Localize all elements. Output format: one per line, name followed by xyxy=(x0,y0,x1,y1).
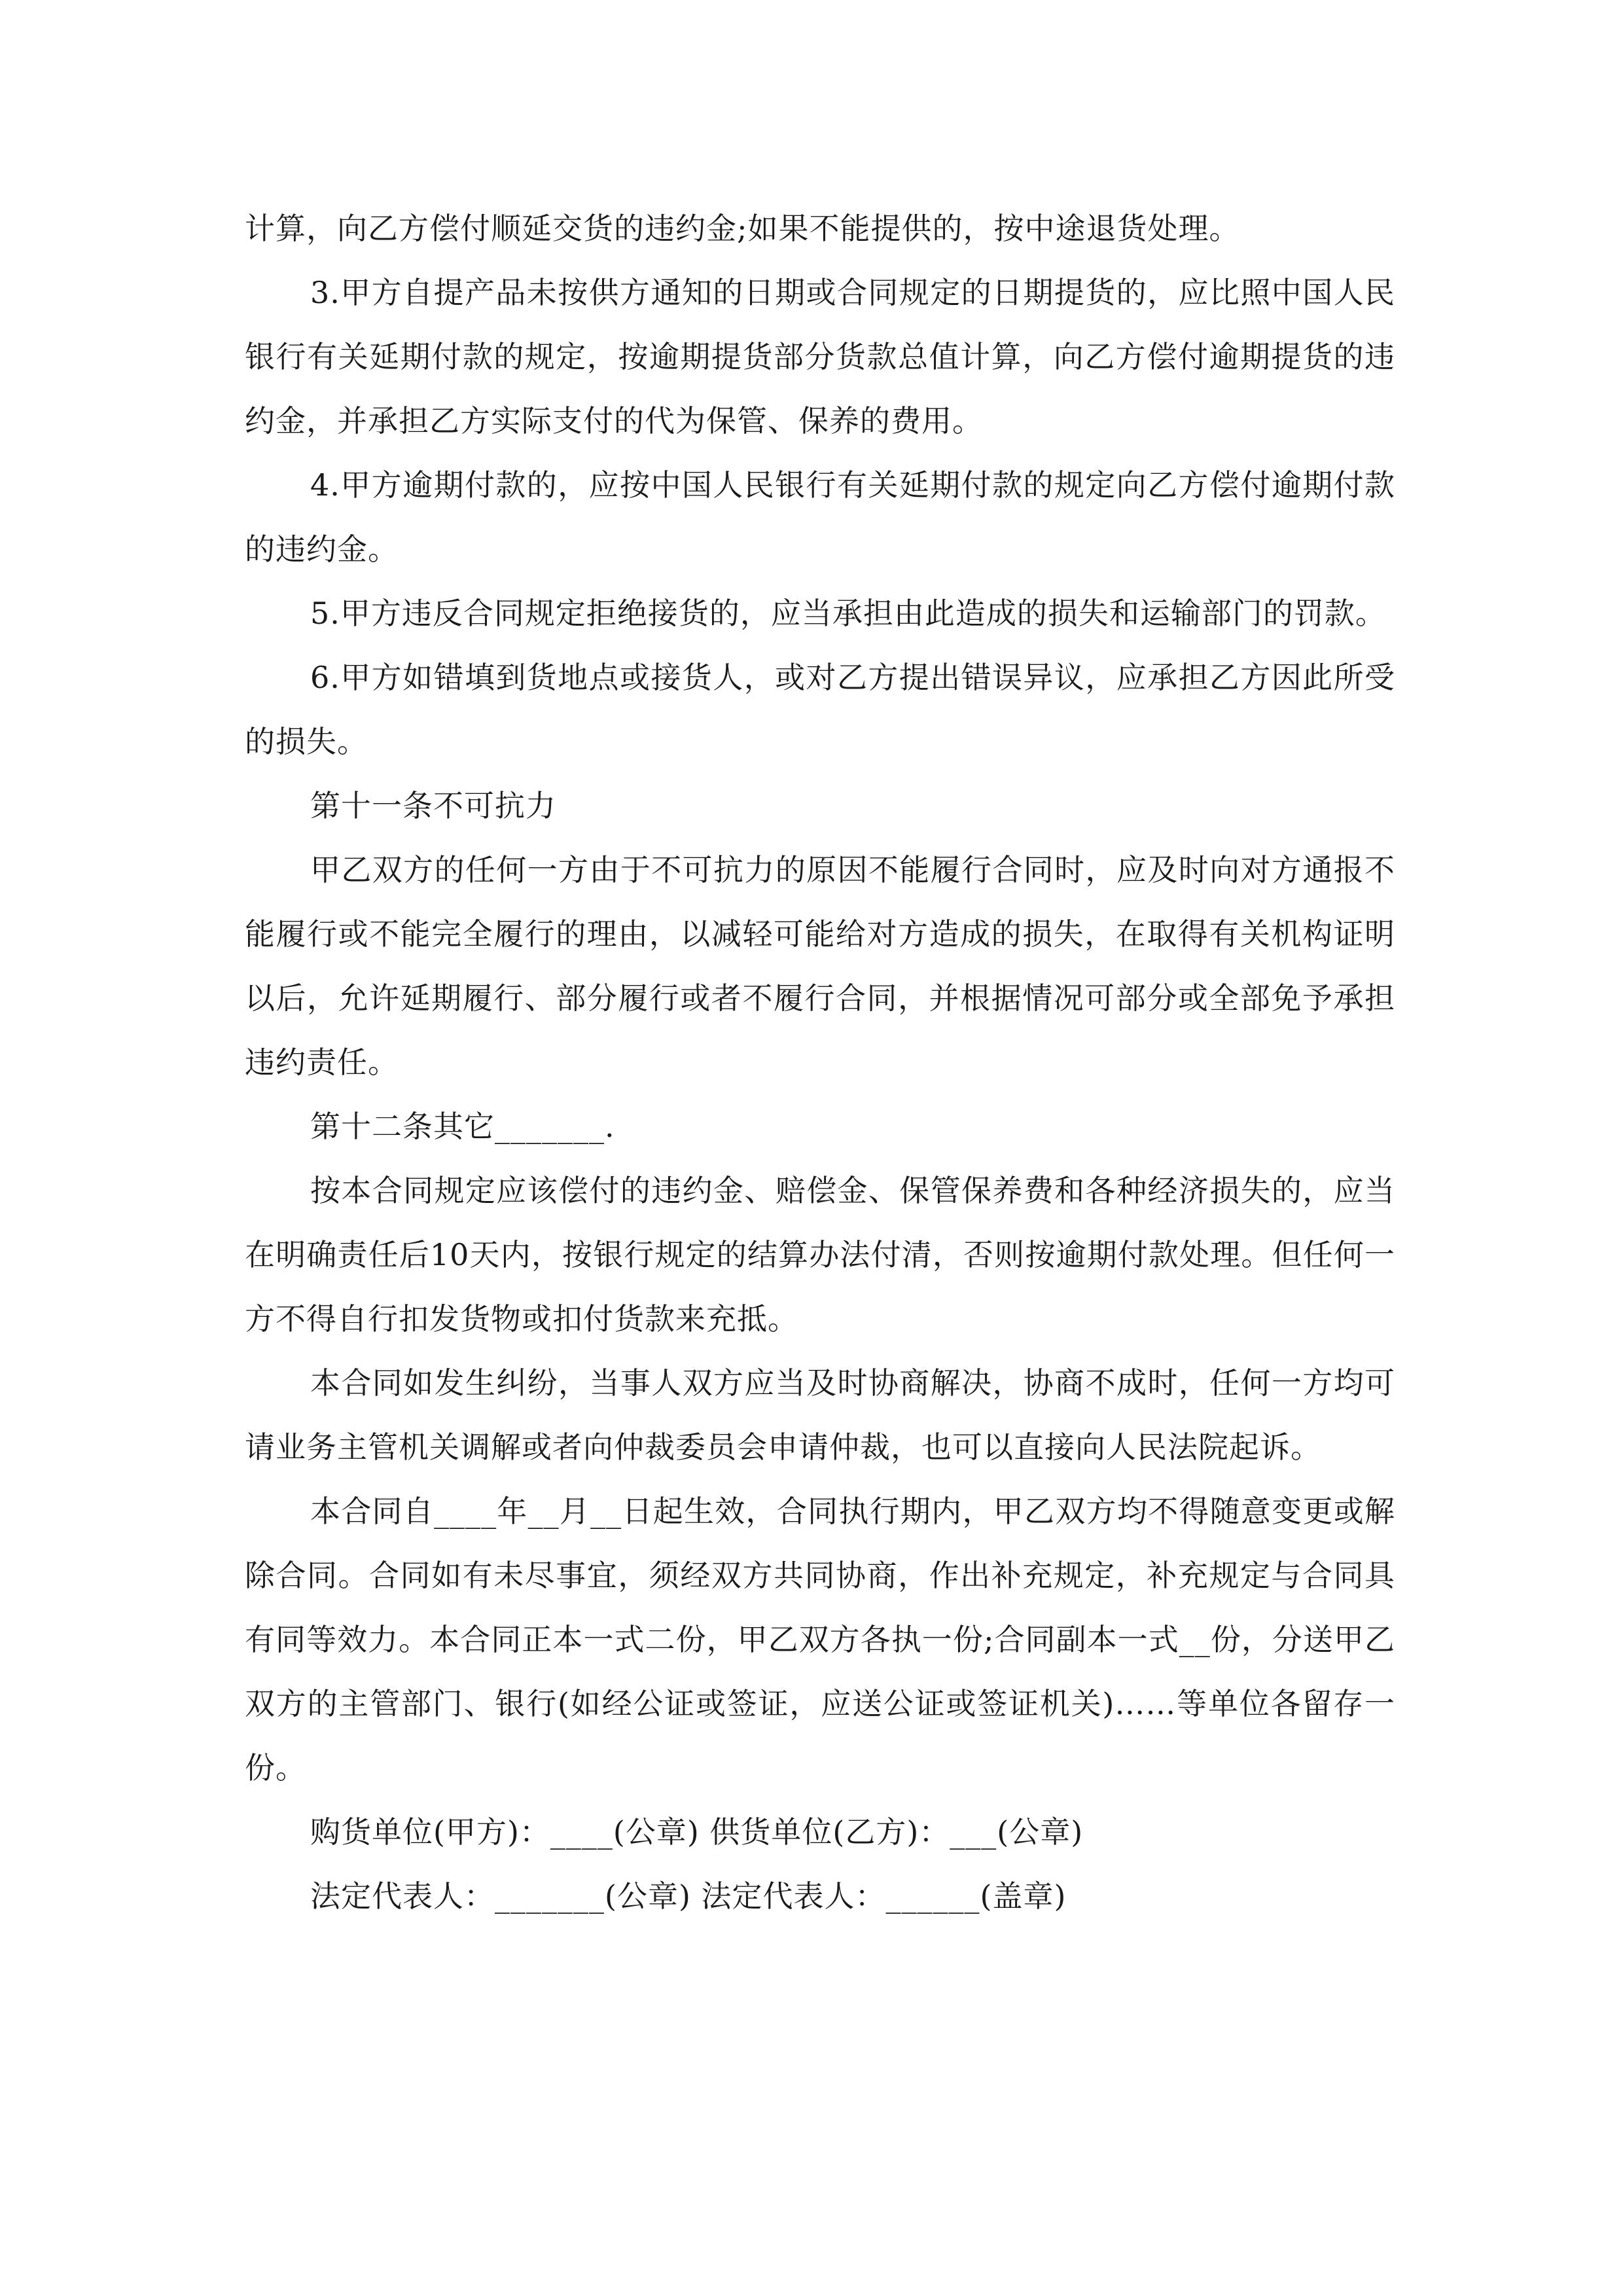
article-12-body-disputes: 本合同如发生纠纷，当事人双方应当及时协商解决，协商不成时，任何一方均可请业务主管机关调解或者向仲裁委员会申请仲裁，也可以直接向人民法院起诉。 xyxy=(245,1365,1395,1465)
signature-line-units: 购货单位(甲方)：____(公章) 供货单位(乙方)：___(公章) xyxy=(310,1814,1084,1850)
article-12-body-effective: 本合同自____年__月__日起生效，合同执行期内，甲乙双方均不得随意变更或解除合同。合同如有未尽事宜，须经双方共同协商，作出补充规定，补充规定与合同具有同等效力。本合同正本一式二份，甲乙双方各执一份;合同副本一式__份，分送甲乙双方的主管部门、银行(如经公证或签证，应送公证或签证机关)……等单位各留存一份。 xyxy=(245,1494,1395,1785)
article-11-body: 甲乙双方的任何一方由于不可抗力的原因不能履行合同时，应及时向对方通报不能履行或不能完全履行的理由，以减轻可能给对方造成的损失，在取得有关机构证明以后，允许延期履行、部分履行或者不履行合同，并根据情况可部分或全部免予承担违约责任。 xyxy=(245,852,1395,1080)
paragraph-continuation: 计算，向乙方偿付顺延交货的违约金;如果不能提供的，按中途退货处理。 xyxy=(245,211,1240,246)
contract-body xyxy=(245,196,1395,1928)
article-11-heading: 第十一条不可抗力 xyxy=(310,788,556,823)
paragraph-item-4: 4.甲方逾期付款的，应按中国人民银行有关延期付款的规定向乙方偿付逾期付款的违约金。 xyxy=(245,467,1395,567)
article-12-heading: 第十二条其它_______. xyxy=(310,1109,615,1144)
paragraph-item-3: 3.甲方自提产品未按供方通知的日期或合同规定的日期提货的，应比照中国人民银行有关延期付款的规定，按逾期提货部分货款总值计算，向乙方偿付逾期提货的违约金，并承担乙方实际支付的代为保管、保养的费用。 xyxy=(245,275,1395,439)
paragraph-item-5: 5.甲方违反合同规定拒绝接货的，应当承担由此造成的损失和运输部门的罚款。 xyxy=(310,596,1386,631)
paragraph-item-6: 6.甲方如错填到货地点或接货人，或对乙方提出错误异议，应承担乙方因此所受的损失。 xyxy=(245,660,1395,759)
article-12-body-compensation: 按本合同规定应该偿付的违约金、赔偿金、保管保养费和各种经济损失的，应当在明确责任后10天内，按银行规定的结算办法付清，否则按逾期付款处理。但任何一方不得自行扣发货物或扣付货款来充抵。 xyxy=(245,1173,1395,1336)
signature-line-representatives: 法定代表人：_______(公章) 法定代表人：______(盖章) xyxy=(310,1878,1067,1914)
